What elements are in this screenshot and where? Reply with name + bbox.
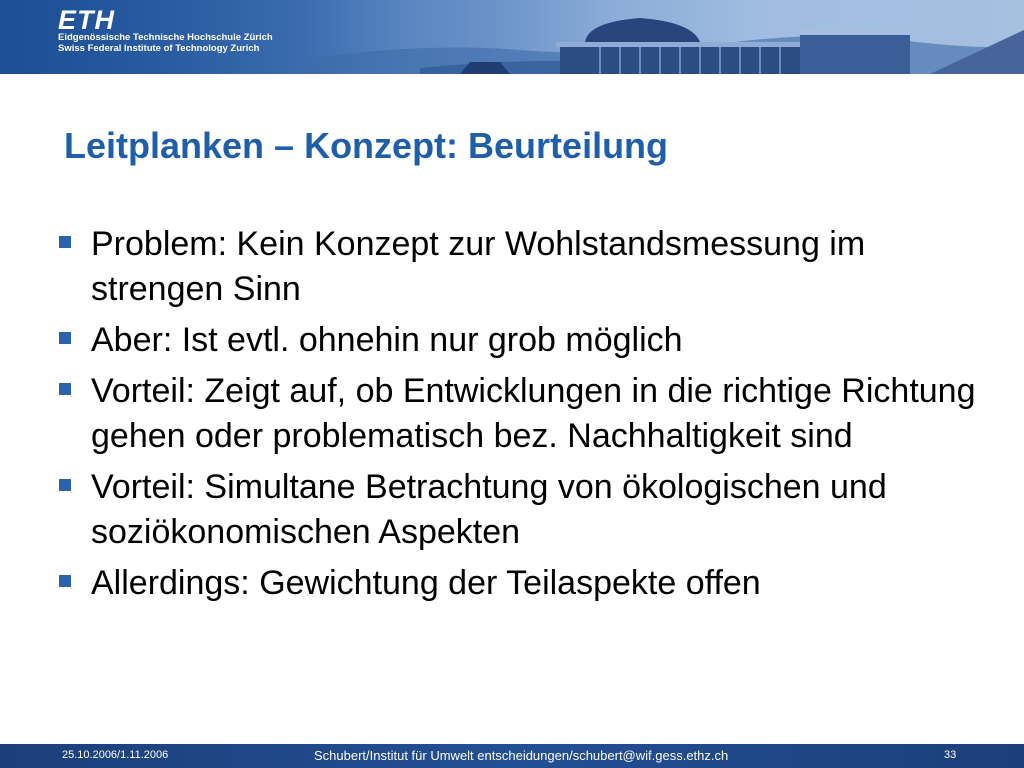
bullet-text: Vorteil: Simultane Betrachtung von ökologischen und soziökonomischen Aspekten: [91, 468, 887, 551]
institution-name-de: Eidgenössische Technische Hochschule Zürich: [58, 32, 273, 43]
page-number: 33: [944, 749, 957, 761]
square-bullet-icon: [59, 332, 71, 344]
eth-logo: [58, 5, 273, 54]
square-bullet-icon: [59, 383, 71, 395]
bullet-text: Allerdings: Gewichtung der Teilaspekte offen: [91, 564, 761, 602]
bullet-item: [56, 465, 976, 555]
footer-date: 25.10.2006/1.11.2006: [62, 749, 169, 761]
footer-author-contact: Schubert/Institut für Umwelt entscheidungen/schubert@wif.gess.ethz.ch: [314, 748, 729, 763]
bullet-text: Aber: Ist evtl. ohnehin nur grob möglich: [91, 321, 683, 359]
logo-wordmark: ETH: [58, 5, 115, 35]
square-bullet-icon: [59, 479, 71, 491]
bullet-list: [56, 222, 976, 612]
institution-name-en: Swiss Federal Institute of Technology Zurich: [58, 43, 260, 54]
slide-title: Leitplanken – Konzept: Beurteilung: [64, 125, 669, 166]
square-bullet-icon: [59, 575, 71, 587]
header-banner: [0, 0, 1024, 74]
square-bullet-icon: [59, 236, 71, 248]
bullet-item: [56, 222, 976, 312]
bullet-item: [56, 318, 976, 363]
bullet-item: [56, 561, 976, 606]
bullet-text: Vorteil: Zeigt auf, ob Entwicklungen in die richtige Richtung gehen oder problematisch bez. Nachhaltigkeit sind: [91, 372, 976, 455]
bullet-item: [56, 369, 976, 459]
bullet-text: Problem: Kein Konzept zur Wohlstandsmessung im strengen Sinn: [91, 225, 866, 308]
footer-bar: [0, 744, 1024, 768]
